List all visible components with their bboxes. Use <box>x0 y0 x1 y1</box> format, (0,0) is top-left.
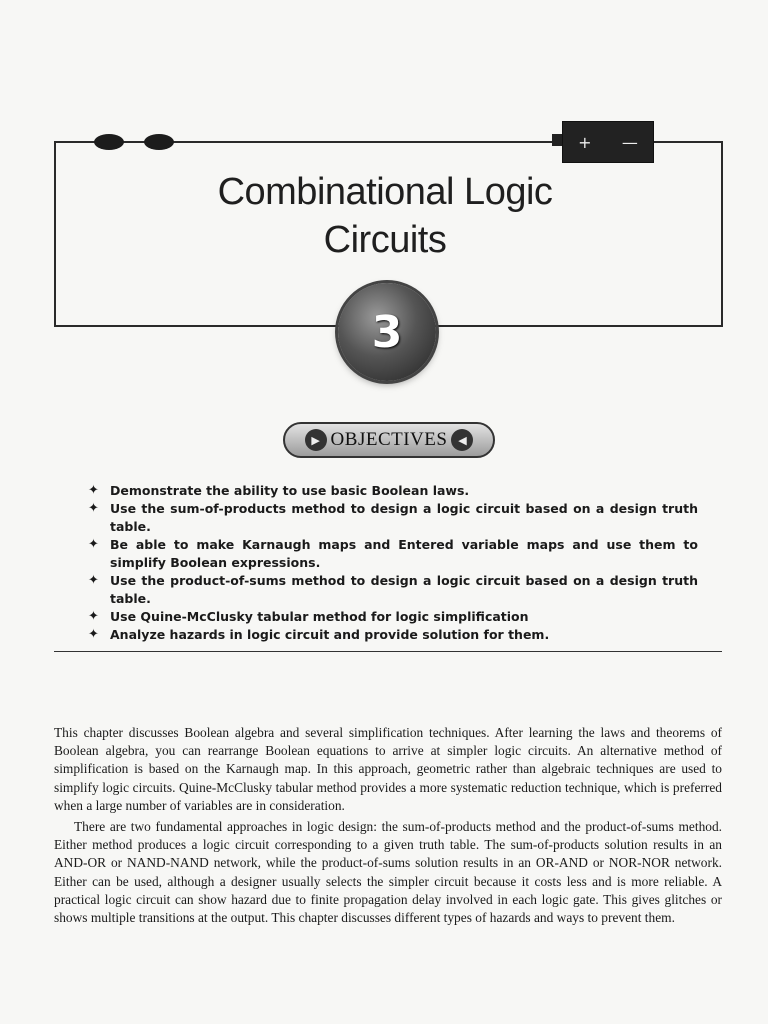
objective-text: Use the product-of-sums method to design a logic circuit based on a design truth table. <box>110 573 698 606</box>
chapter-number: 3 <box>371 306 403 358</box>
battery-icon <box>562 121 654 163</box>
intro-paragraph-2: There are two fundamental approaches in logic design: the sum-of-products method and the product-of-sums method. Either method produces a logic circuit corresponding to a given truth table. The sum-of-products solution results in an AND-OR or NAND-NAND network, while the product-of-sums solution results in an OR-AND or NOR-NOR network. Either can be used, although a designer usually selects the simpler circuit because it costs less and is more reliable. A practical logic circuit can show hazard due to finite propagation delay involved in each logic gate. This gives glitches or shows multiple transitions at the output. This chapter discusses different types of hazards and ways to prevent them. <box>54 819 722 926</box>
bullet-icon: ✦ <box>88 483 99 498</box>
chapter-title-line-1: Combinational Logic <box>217 171 553 213</box>
objectives-banner <box>283 422 495 458</box>
bullet-icon: ✦ <box>88 537 99 552</box>
chapter-title <box>120 168 650 264</box>
chapter-title-line-2: Circuits <box>323 219 447 261</box>
bullet-icon: ✦ <box>88 573 99 588</box>
objective-item <box>88 572 698 608</box>
play-left-icon: ◀ <box>451 429 473 451</box>
circuit-node-icon <box>94 134 124 150</box>
objective-text: Analyze hazards in logic circuit and provide solution for them. <box>110 627 550 642</box>
section-divider <box>54 651 722 652</box>
objective-item <box>88 536 698 572</box>
bullet-icon: ✦ <box>88 501 99 516</box>
objective-item <box>88 608 698 626</box>
intro-paragraph-1: This chapter discusses Boolean algebra and several simplification techniques. After learning the laws and theorems of Boolean algebra, you can rearrange Boolean equations to arrive at simpler logic circuits. An alternative method of simplification is based on the Karnaugh map. In this approach, geometric rather than algebraic techniques are used to simplify logic circuits. Quine-McClusky tabular method provides a more systematic reduction technique, which is preferred when a large number of variables are in consideration. <box>54 725 722 813</box>
objective-item <box>88 626 698 644</box>
chapter-intro <box>54 724 722 930</box>
circuit-node-icon <box>144 134 174 150</box>
objectives-label: OBJECTIVES <box>330 429 448 450</box>
battery-plus-sign: + <box>578 132 592 152</box>
objective-text: Be able to make Karnaugh maps and Entered variable maps and use them to simplify Boolean expressions. <box>110 537 698 570</box>
objective-text: Use Quine-McClusky tabular method for logic simplification <box>110 609 529 624</box>
battery-minus-sign: — <box>621 132 638 152</box>
bullet-icon: ✦ <box>88 627 99 642</box>
bullet-icon: ✦ <box>88 609 99 624</box>
objectives-list <box>88 482 698 644</box>
objective-item <box>88 482 698 500</box>
objective-text: Demonstrate the ability to use basic Boolean laws. <box>110 483 470 498</box>
chapter-number-badge <box>338 283 436 381</box>
objective-item <box>88 500 698 536</box>
objective-text: Use the sum-of-products method to design a logic circuit based on a design truth table. <box>110 501 698 534</box>
play-right-icon: ▶ <box>305 429 327 451</box>
